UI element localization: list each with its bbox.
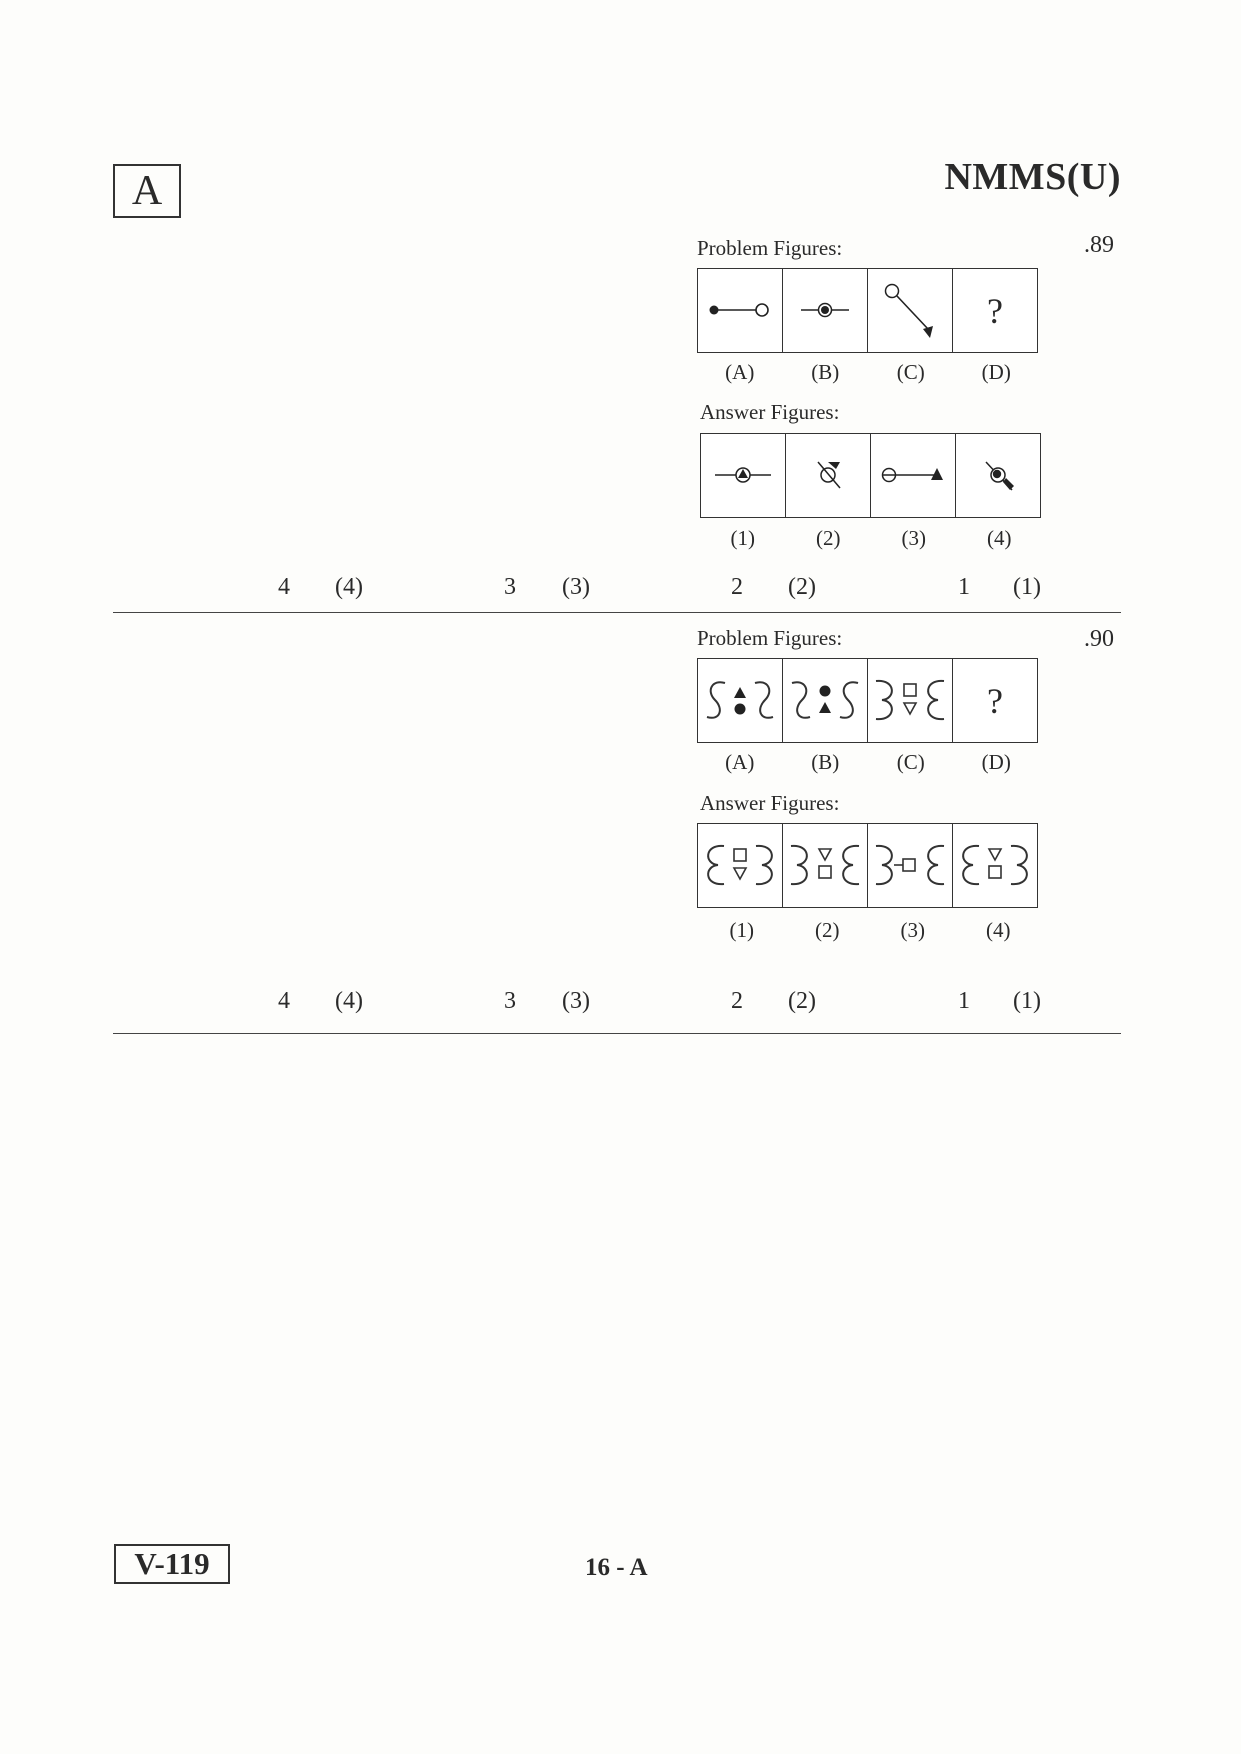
- option-3-number[interactable]: 3: [504, 574, 516, 600]
- problem-figures-strip: [697, 658, 1038, 743]
- option-2-label[interactable]: (2): [788, 988, 816, 1014]
- answer-figure-labels: [699, 918, 1041, 943]
- answer-figures-caption: Answer Figures:: [700, 400, 840, 424]
- answer-figure-4[interactable]: [955, 434, 1040, 517]
- option-4-number[interactable]: 4: [278, 574, 290, 600]
- circle-diagonal-arrow-figure: [786, 434, 870, 517]
- circled-dot-diagonal-figure: [956, 434, 1040, 517]
- inverted-brackets-square-triangle-figure: [698, 824, 782, 907]
- label-1: (1): [729, 918, 754, 942]
- answer-figure-2[interactable]: [782, 824, 867, 907]
- option-2-number[interactable]: 2: [731, 574, 743, 600]
- dot-line-circle-figure: [698, 269, 782, 352]
- label-b: (B): [811, 360, 840, 384]
- problem-figure-d: [952, 269, 1037, 352]
- problem-figure-c: [867, 659, 952, 742]
- problem-figure-b: [782, 659, 867, 742]
- problem-figure-a: [698, 659, 782, 742]
- missing-figure-question-mark: ?: [987, 680, 1003, 721]
- label-4: (4): [986, 918, 1011, 942]
- answer-figure-1[interactable]: [698, 824, 782, 907]
- three-brackets-square-triangle-figure: [868, 659, 952, 742]
- problem-figures-caption: Problem Figures:: [697, 626, 843, 650]
- option-2-label[interactable]: (2): [788, 574, 816, 600]
- answer-figures-strip: [700, 433, 1041, 518]
- option-1-number[interactable]: 1: [958, 988, 970, 1014]
- label-c: (C): [896, 360, 925, 384]
- label-d: (D): [981, 750, 1011, 774]
- label-a: (A): [725, 360, 755, 384]
- answer-figures-caption: Answer Figures:: [700, 791, 840, 815]
- exam-code: NMMS(U): [944, 156, 1121, 198]
- option-4-label[interactable]: (4): [335, 574, 363, 600]
- question-number: .89: [1084, 232, 1114, 258]
- option-3-label[interactable]: (3): [562, 988, 590, 1014]
- circle-line-triangle-figure: [871, 434, 955, 517]
- option-3-number[interactable]: 3: [504, 988, 516, 1014]
- problem-figures-strip: [697, 268, 1038, 353]
- option-1-label[interactable]: (1): [1013, 988, 1041, 1014]
- problem-figures-caption: Problem Figures:: [697, 236, 843, 260]
- problem-figure-labels: [697, 750, 1039, 775]
- option-4-number[interactable]: 4: [278, 988, 290, 1014]
- answer-figure-2[interactable]: [785, 434, 870, 517]
- set-label-box: A: [113, 164, 181, 218]
- option-3-label[interactable]: (3): [562, 574, 590, 600]
- label-2: (2): [816, 526, 841, 550]
- brackets-small-square-figure: [868, 824, 952, 907]
- s-shapes-triangle-dot-figure: [698, 659, 782, 742]
- problem-figure-c: [867, 269, 952, 352]
- label-3: (3): [901, 526, 926, 550]
- problem-figure-a: [698, 269, 782, 352]
- option-4-label[interactable]: (4): [335, 988, 363, 1014]
- inverted-brackets-triangle-square-figure: [953, 824, 1037, 907]
- page-number: 16 - A: [585, 1554, 648, 1581]
- label-c: (C): [896, 750, 925, 774]
- circled-dot-on-line-figure: [783, 269, 867, 352]
- label-4: (4): [987, 526, 1012, 550]
- answer-figure-1[interactable]: [701, 434, 785, 517]
- label-a: (A): [725, 750, 755, 774]
- question-divider: [113, 1033, 1121, 1034]
- question-divider: [113, 612, 1121, 613]
- answer-figure-labels: [700, 526, 1042, 551]
- option-1-number[interactable]: 1: [958, 574, 970, 600]
- problem-figure-labels: [697, 360, 1039, 385]
- problem-figure-b: [782, 269, 867, 352]
- circle-diagonal-arrow-figure: [868, 269, 952, 352]
- answer-figures-strip: [697, 823, 1038, 908]
- missing-figure-question-mark: ?: [987, 290, 1003, 331]
- answer-figure-3[interactable]: [870, 434, 955, 517]
- label-d: (D): [981, 360, 1011, 384]
- booklet-code-box: V-119: [114, 1544, 230, 1584]
- answer-figure-4[interactable]: [952, 824, 1037, 907]
- label-b: (B): [811, 750, 840, 774]
- brackets-triangle-square-figure: [783, 824, 867, 907]
- question-number: .90: [1084, 626, 1114, 652]
- circled-triangle-on-line-figure: [701, 434, 785, 517]
- problem-figure-d: [952, 659, 1037, 742]
- label-2: (2): [815, 918, 840, 942]
- label-3: (3): [900, 918, 925, 942]
- answer-figure-3[interactable]: [867, 824, 952, 907]
- option-1-label[interactable]: (1): [1013, 574, 1041, 600]
- label-1: (1): [730, 526, 755, 550]
- s-shapes-dot-triangle-figure: [783, 659, 867, 742]
- option-2-number[interactable]: 2: [731, 988, 743, 1014]
